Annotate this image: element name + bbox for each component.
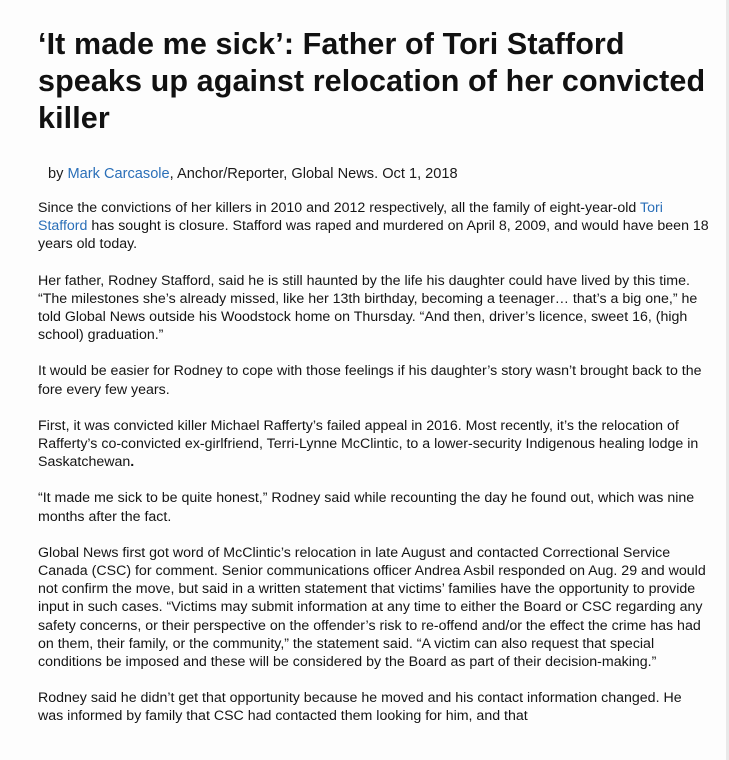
byline-prefix: by <box>48 166 64 182</box>
paragraph-4 <box>38 417 710 472</box>
paragraph-4-end: . <box>130 454 135 471</box>
headline: ‘It made me sick’: Father of Tori Stafford speaks up against relocation of her convicted killer <box>38 27 706 135</box>
tori-stafford-link[interactable]: Tori Stafford <box>38 200 663 235</box>
paragraph-1 <box>38 199 710 254</box>
paragraph-1-text-b: has sought is closure. Stafford was raped and murdered on April 8, 2009, and would have been 18 years old today. <box>38 218 709 253</box>
byline-details: , Anchor/Reporter, Global News. Oct 1, 2018 <box>169 166 458 182</box>
paragraph-1-text-a: Since the convictions of her killers in 2010 and 2012 respectively, all the family of eight-year-old <box>38 200 640 216</box>
byline <box>48 164 709 184</box>
paragraph-7: Rodney said he didn’t get that opportunity because he moved and his contact information changed. He was informed by family that CSC had contacted them looking for him, and that <box>38 690 682 725</box>
paragraph-6: Global News first got word of McClintic’s relocation in late August and contacted Correctional Service Canada (CSC) for comment. Senior communications officer Andrea Asbil responded on Aug. 29 and would not confirm the move, but said in a written statement that victims’ families have the opportunity to provide input in such cases. “Victims may submit information at any time to either the Board or CSC regarding any safety concerns, or their perspective on the offender’s risk to re-offend and/or the effect the crime has had on them, their family, or the community,” the statement said. “A victim can also request that special conditions be imposed and these will be considered by the Board as part of their decision-making.” <box>38 544 706 671</box>
paragraph-3: It would be easier for Rodney to cope with those feelings if his daughter’s story wasn’t brought back to the fore every few years. <box>38 363 702 398</box>
article-body <box>38 199 710 726</box>
author-link[interactable]: Mark Carcasole <box>67 166 170 182</box>
paragraph-5: “It made me sick to be quite honest,” Rodney said while recounting the day he found out, which was nine months after the fact. <box>38 490 695 525</box>
paragraph-2: Her father, Rodney Stafford, said he is still haunted by the life his daughter could have lived by this time. “The milestones she’s already missed, like her 13th birthday, becoming a teenager… that’s a big one,” he told Global News outside his Woodstock home on Thursday. “And then, driver’s licence, sweet 16, (high school) graduation.” <box>38 272 698 344</box>
paragraph-4-text: First, it was convicted killer Michael Rafferty’s failed appeal in 2016. Most recently, it’s the relocation of Rafferty’s co-convicted ex-girlfriend, Terri-Lynne McClintic, to a lower-security Indigenous healing lodge in Saskatchewan <box>38 417 699 471</box>
